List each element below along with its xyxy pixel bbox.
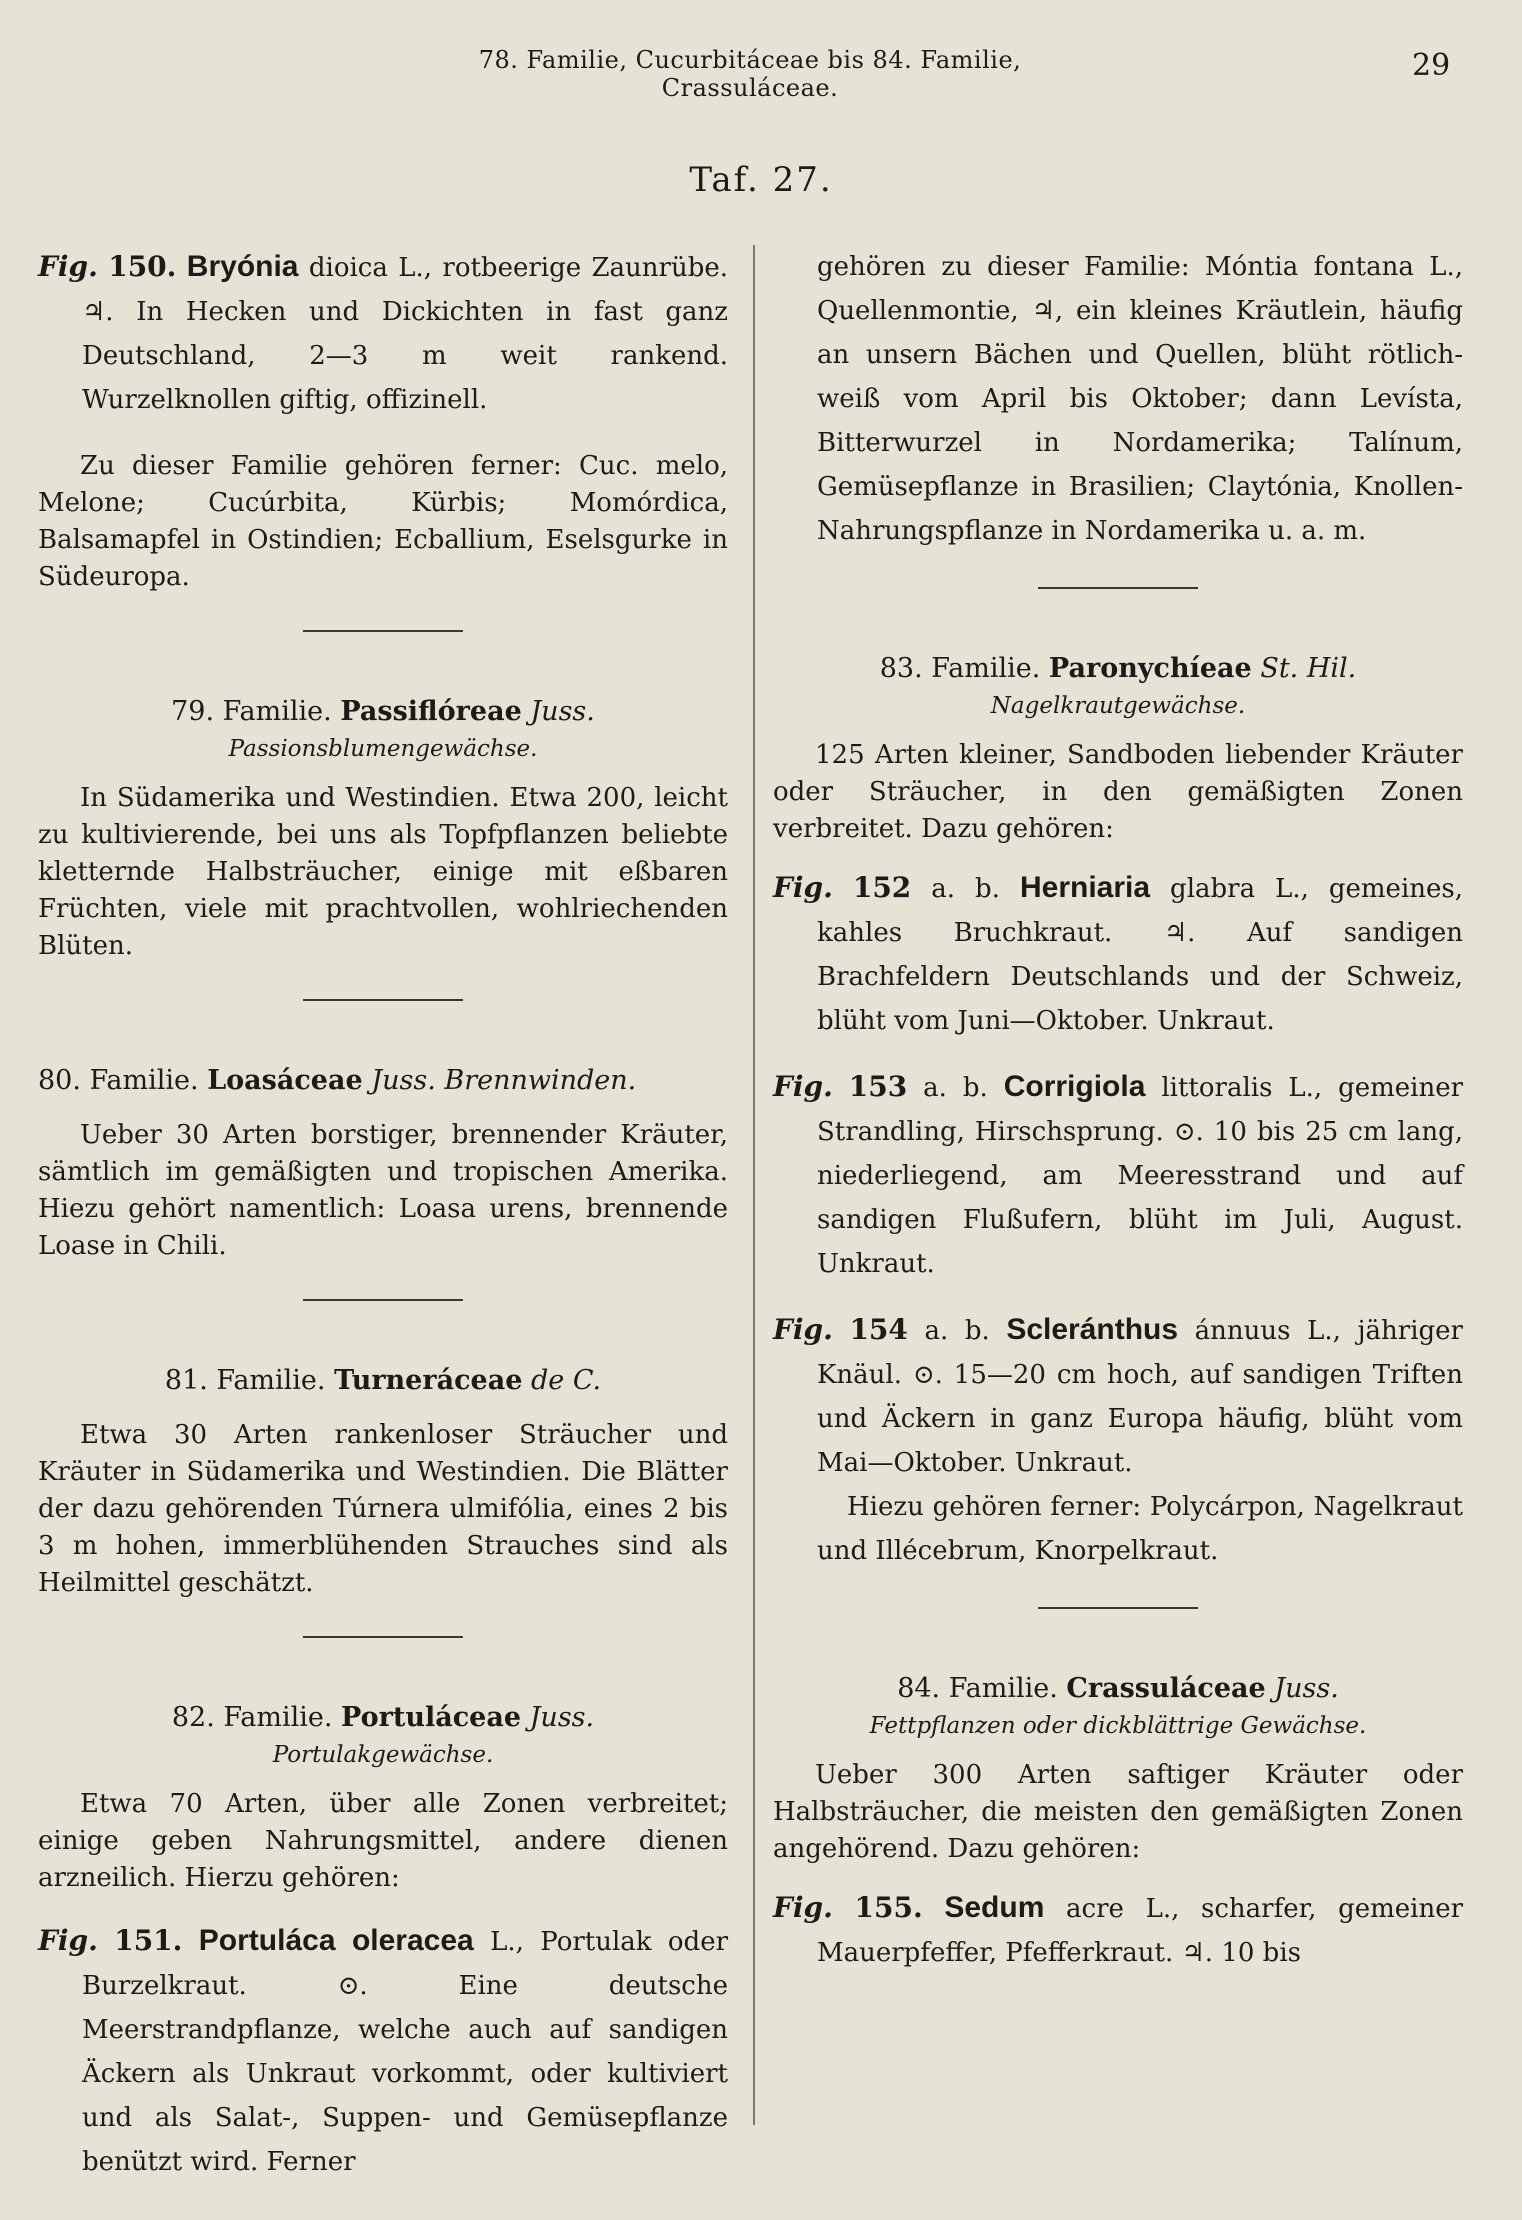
family-82-subtitle: Portulakgewächse. — [272, 1742, 494, 1768]
fig-label: Fig. — [773, 1313, 833, 1346]
family-84-text: Ueber 300 Arten saftiger Kräuter oder Halbsträucher, die meisten den gemäßigten Zonen angehörend. Dazu gehören: — [773, 1760, 1463, 1864]
family-name: Passiflóreae — [340, 696, 522, 727]
section-divider — [1038, 587, 1198, 589]
family-84-heading — [773, 1669, 1463, 1709]
family-number: 81. Familie. — [164, 1365, 326, 1396]
right-column — [773, 245, 1463, 1975]
family-82-heading — [38, 1698, 728, 1738]
family-83-heading — [773, 649, 1463, 689]
fig-151-entry — [38, 1919, 728, 2184]
family-name: Turneráceae — [334, 1365, 523, 1396]
fig-sub-label: a. b. — [924, 1316, 990, 1346]
family-83-subtitle: Nagelkrautgewächse. — [990, 693, 1246, 719]
genus-name: Bryónia — [186, 250, 299, 283]
fig-label: Fig. — [773, 1891, 833, 1924]
family-number: 82. Familie. — [171, 1702, 333, 1733]
fig-description: littoralis L., gemeiner Strandling, Hirschsprung. ⊙. 10 bis 25 cm lang, niederliegend, am Meeresstrand und auf sandigen Flußufern, blüht im Juli, August. Unkraut. — [817, 1073, 1464, 1279]
section-divider — [1038, 1607, 1198, 1609]
family-authority: Juss. — [1274, 1673, 1339, 1704]
page-number: 29 — [1412, 48, 1451, 83]
family-79-text: In Südamerika und Westindien. Etwa 200, leicht zu kultivierende, bei uns als Topfpflanzen beliebte kletternde Halbsträucher, einige mit eßbaren Früchten, viele mit prachtvollen, wohlriechenden Blüten. — [38, 783, 728, 961]
family-number: 84. Familie. — [897, 1673, 1058, 1704]
family-name: Paronychíeae — [1048, 653, 1252, 684]
family-82-text: Etwa 70 Arten, über alle Zonen verbreitet; einige geben Nahrungsmittel, andere dienen arzneilich. Hierzu gehören: — [38, 1789, 728, 1893]
section-divider — [303, 1636, 463, 1638]
fig-label: Fig. — [38, 1924, 98, 1957]
family-80-text: Ueber 30 Arten borstiger, brennender Kräuter, sämtlich im gemäßigten und tropischen Amerika. Hiezu gehört namentlich: Loasa urens, brennende Loase in Chili. — [38, 1120, 728, 1261]
fig-label: Fig. — [38, 250, 98, 283]
section-divider — [303, 1299, 463, 1301]
family-79-subtitle: Passionsblumengewächse. — [228, 736, 538, 762]
fig-description: acre L., scharfer, gemeiner Mauerpfeffer, Pfefferkraut. ♃. 10 bis — [817, 1894, 1464, 1968]
family-number: 83. Familie. — [879, 653, 1041, 684]
family-authority: St. Hil. — [1260, 653, 1357, 684]
family-authority: Juss. — [371, 1065, 436, 1096]
genus-name: Scleránthus — [1006, 1313, 1179, 1346]
fig-sub-label: a. b. — [931, 874, 1000, 904]
family-81-text: Etwa 30 Arten rankenloser Sträucher und Kräuter in Südamerika und Westindien. Die Blätter der dazu gehörenden Túrnera ulmifólia, eines 2 bis 3 m hohen, immerblühenden Strauches sind als Heilmittel geschätzt. — [38, 1420, 728, 1598]
family-79-heading — [38, 692, 728, 732]
family-authority: Juss. — [529, 1702, 595, 1733]
fig-number: 152 — [852, 871, 912, 904]
genus-name: Herniaria — [1019, 871, 1151, 904]
family-authority: de C. — [530, 1365, 602, 1396]
fig-description: ánnuus L., jähriger Knäul. ⊙. 15—20 cm hoch, auf sandigen Triften und Äckern in ganz Europa häufig, blüht vom Mai—Oktober. Unkraut. — [817, 1316, 1463, 1478]
fig-153-entry — [773, 1065, 1463, 1286]
genus-name: Sedum — [944, 1891, 1045, 1924]
family-number: 79. Familie. — [171, 696, 332, 727]
fig-number: 155. — [854, 1891, 923, 1924]
fig-152-entry — [773, 866, 1463, 1043]
family-81-heading — [38, 1361, 728, 1401]
family-84-subtitle: Fettpflanzen oder dickblättrige Gewächse. — [869, 1713, 1367, 1739]
fig-154-more: Hiezu gehören ferner: Polycárpon, Nagelkraut und Illécebrum, Knorpelkraut. — [817, 1492, 1463, 1566]
plate-title: Taf. 27. — [689, 160, 833, 200]
family-number: 80. Familie. — [38, 1065, 199, 1096]
section-divider — [303, 630, 463, 632]
fig-150-entry — [38, 245, 728, 422]
family-subtitle: Brennwinden. — [444, 1065, 637, 1096]
fig-154-entry — [773, 1308, 1463, 1485]
family-authority: Juss. — [530, 696, 595, 727]
fig-description: dioica L., rotbeerige Zaunrübe. ♃. In Hecken und Dickichten in fast ganz Deutschland, 2—3 m weit rankend. Wurzelknollen giftig, offizinell. — [82, 253, 729, 415]
genus-name: Corrigiola — [1003, 1070, 1146, 1103]
fig-155-entry — [773, 1886, 1463, 1975]
fig-description: glabra L., gemeines, kahles Bruchkraut. ♃. Auf sandigen Brachfeldern Deutschlands und der Schweiz, blüht vom Juni—Oktober. Unkraut. — [817, 874, 1463, 1036]
fig-label: Fig. — [773, 871, 833, 904]
left-column — [38, 245, 728, 2184]
column-divider — [753, 245, 755, 2125]
family-name: Portuláceae — [341, 1702, 522, 1733]
fig-number: 151. — [114, 1924, 183, 1957]
family-83-text: 125 Arten kleiner, Sandboden liebender Kräuter oder Sträucher, in den gemäßigten Zonen verbreitet. Dazu gehören: — [773, 740, 1463, 844]
fig-number: 154 — [849, 1313, 908, 1346]
section-divider — [303, 999, 463, 1001]
family-78-note: Zu dieser Familie gehören ferner: Cuc. melo, Melone; Cucúrbita, Kürbis; Momórdica, Balsamapfel in Ostindien; Ecballium, Eselsgurke in Südeuropa. — [38, 451, 728, 592]
family-80-heading — [38, 1061, 728, 1101]
fig-description: L., Portulak oder Burzelkraut. ⊙. Eine deutsche Meerstrandpflanze, welche auch auf sandigen Äckern als Unkraut vorkommt, oder kultiviert und als Salat-, Suppen- und Gemüsepflanze benützt wird. Ferner — [82, 1927, 729, 2177]
fig-sub-label: a. b. — [923, 1073, 988, 1103]
family-82-continuation: gehören zu dieser Familie: Móntia fontana L., Quellenmontie, ♃, ein kleines Kräutlein, häufig an unsern Bächen und Quellen, blüht rötlich-weiß vom April bis Oktober; dann Levísta, Bitterwurzel in Nordamerika; Talínum, Gemüsepflanze in Brasilien; Claytónia, Knollen-Nahrungspflanze in Nordamerika u. a. m. — [817, 252, 1463, 546]
fig-label: Fig. — [773, 1070, 833, 1103]
fig-number: 153 — [848, 1070, 908, 1103]
fig-number: 150. — [108, 250, 177, 283]
family-name: Crassuláceae — [1066, 1673, 1266, 1704]
genus-name: Portuláca oleracea — [198, 1924, 474, 1957]
family-name: Loasáceae — [207, 1065, 363, 1096]
running-head: 78. Familie, Cucurbitáceae bis 84. Familie, Crassuláceae. — [478, 46, 1022, 102]
